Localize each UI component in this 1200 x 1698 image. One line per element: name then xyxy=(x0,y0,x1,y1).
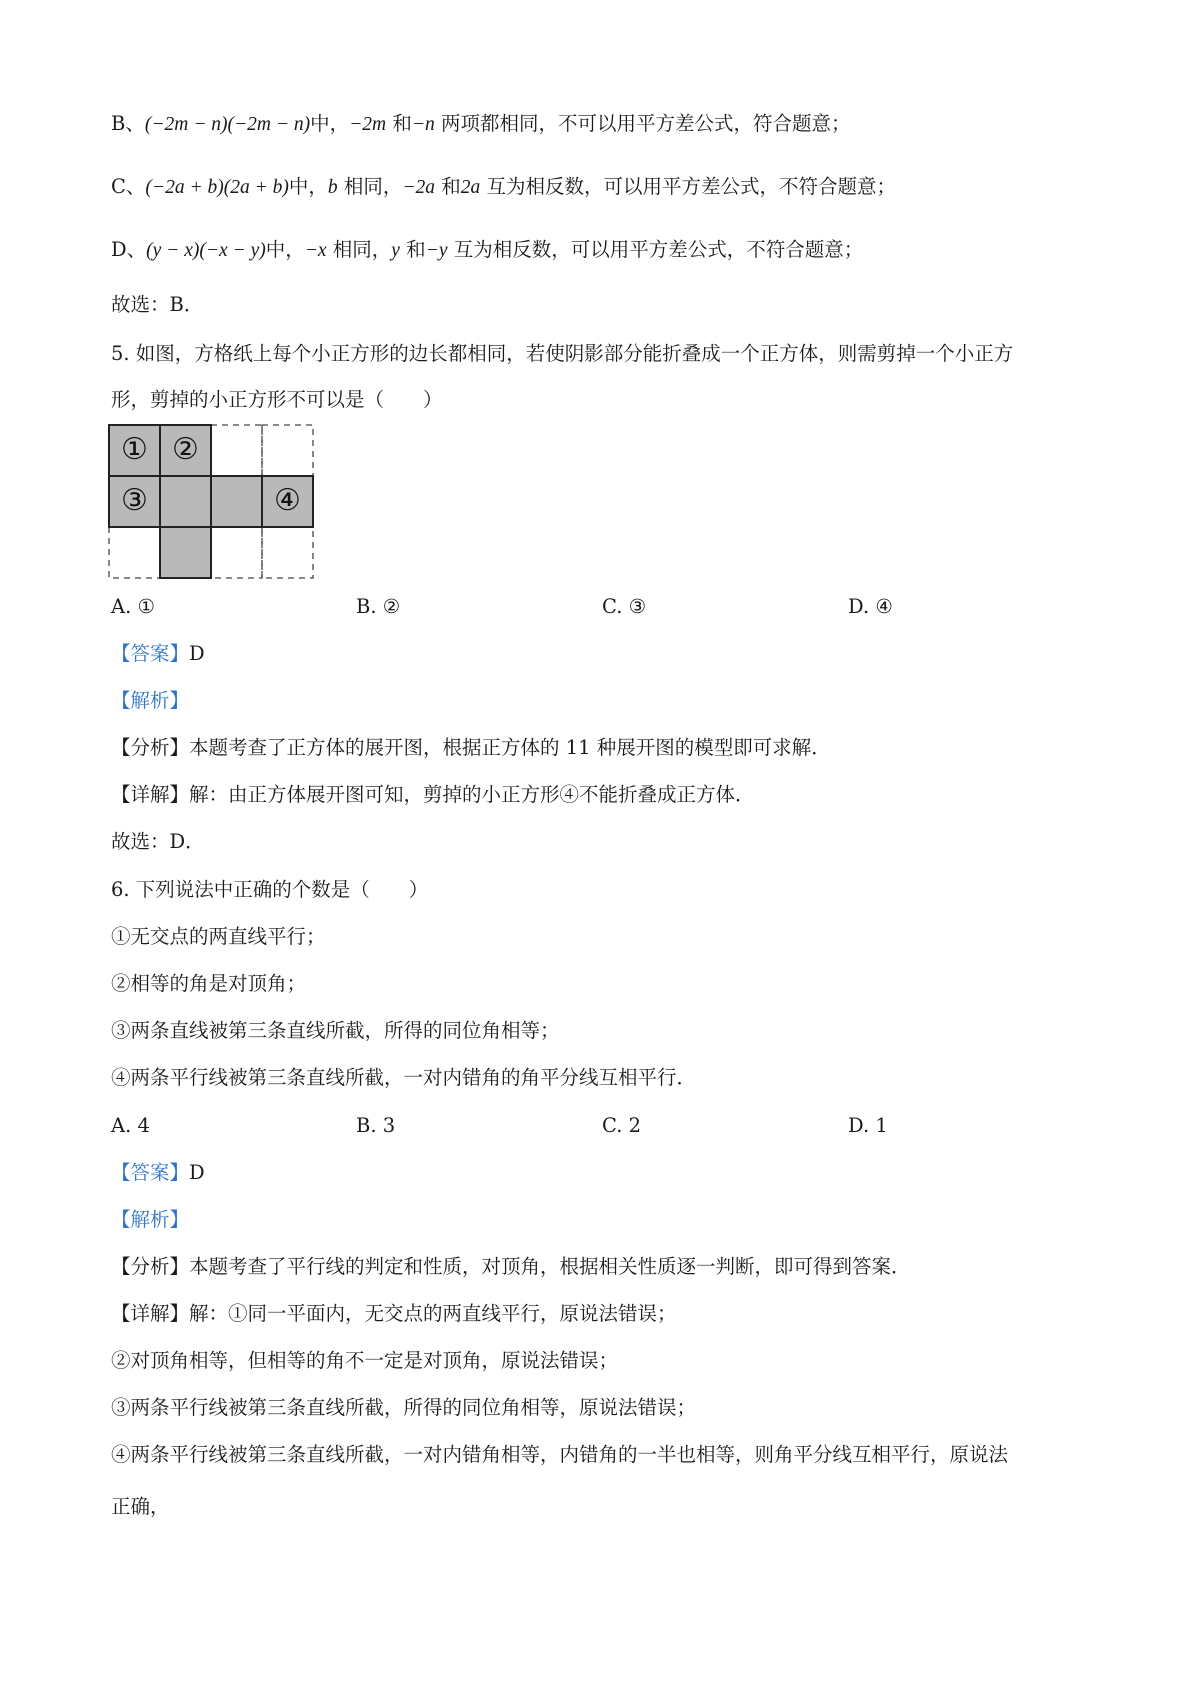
q6-statement-4: ④两条平行线被第三条直线所截，一对内错角的角平分线互相平行． xyxy=(111,1066,697,1089)
cube-net-figure xyxy=(108,423,320,583)
q6-xiangjie-3: ③两条平行线被第三条直线所截，所得的同位角相等，原说法错误； xyxy=(111,1396,697,1419)
grid-cell-empty xyxy=(211,425,262,476)
q6-analysis-tag: 【解析】 xyxy=(111,1208,190,1231)
q6-statement-3: ③两条直线被第三条直线所截，所得的同位角相等； xyxy=(111,1019,560,1042)
q6-statement-1: ①无交点的两直线平行； xyxy=(111,925,326,948)
q5-analysis-tag: 【解析】 xyxy=(111,689,190,712)
q6-option-c: C. 2 xyxy=(602,1114,642,1137)
grid-cell-empty xyxy=(211,527,262,578)
answer-tag: 【答案】 xyxy=(111,1161,190,1184)
q5-choice: 故选：D． xyxy=(111,830,205,853)
shaded-cell xyxy=(160,476,211,527)
math-expression: (−2m − n)(−2m − n) xyxy=(144,114,311,135)
q6-option-a: A. 4 xyxy=(111,1114,150,1137)
q4-option-d-explanation: D、(y − x)(−x − y)中，−x 相同，y 和−y 互为相反数，可以用平方差公式，不符合题意； xyxy=(111,238,864,261)
grid-cell-empty xyxy=(109,527,160,578)
q4-choice: 故选：B． xyxy=(111,293,204,316)
q6-option-b: B. 3 xyxy=(356,1114,396,1137)
cell-label-1: ① xyxy=(121,432,148,467)
q6-option-d: D. 1 xyxy=(848,1114,888,1137)
q4-option-c-explanation: C、(−2a + b)(2a + b)中，b 相同，−2a 和2a 互为相反数，可以用平方差公式，不符合题意； xyxy=(111,175,896,198)
cell-label-2: ② xyxy=(172,432,199,467)
grid-cell-empty xyxy=(262,527,313,578)
q5-fenxi: 【分析】本题考查了正方体的展开图，根据正方体的 11 种展开图的模型即可求解． xyxy=(111,736,831,759)
q4-option-b-explanation: B、(−2m − n)(−2m − n)中，−2m 和−n 两项都相同，不可以用平方差公式，符合题意； xyxy=(111,112,851,135)
q6-fenxi: 【分析】本题考查了平行线的判定和性质，对顶角，根据相关性质逐一判断，即可得到答案． xyxy=(111,1255,911,1278)
q5-stem-line1: 5. 如图，方格纸上每个小正方形的边长都相同，若使阴影部分能折叠成一个正方体，则需剪掉一个小正方 xyxy=(111,342,1014,365)
shaded-cell xyxy=(211,476,262,527)
q6-xiangjie-2: ②对顶角相等，但相等的角不一定是对顶角，原说法错误； xyxy=(111,1349,619,1372)
q6-stem: 6. 下列说法中正确的个数是（ ） xyxy=(111,878,429,901)
grid-cell-empty xyxy=(262,425,313,476)
q5-answer: 【答案】D xyxy=(111,642,205,665)
q5-option-c: C. ③ xyxy=(602,595,647,618)
q6-xiangjie-1: 【详解】解：①同一平面内，无交点的两直线平行，原说法错误； xyxy=(111,1302,677,1325)
q6-xiangjie-4: ④两条平行线被第三条直线所截，一对内错角相等，内错角的一半也相等，则角平分线互相平行，原说法 xyxy=(111,1443,1009,1466)
math-expression: (−2a + b)(2a + b) xyxy=(145,177,289,198)
q6-xiangjie-5: 正确， xyxy=(111,1495,170,1518)
q5-xiangjie: 【详解】解：由正方体展开图可知，剪掉的小正方形④不能折叠成正方体． xyxy=(111,783,755,806)
cell-label-3: ③ xyxy=(121,483,148,518)
shaded-cell xyxy=(160,527,211,578)
q6-answer: 【答案】D xyxy=(111,1161,205,1184)
math-expression: (y − x)(−x − y) xyxy=(146,240,266,261)
cell-label-4: ④ xyxy=(274,483,301,518)
q6-statement-2: ②相等的角是对顶角； xyxy=(111,972,307,995)
q5-option-a: A. ① xyxy=(111,595,155,618)
q5-option-b: B. ② xyxy=(356,595,401,618)
answer-tag: 【答案】 xyxy=(111,642,190,665)
q5-stem-line2: 形，剪掉的小正方形不可以是（ ） xyxy=(111,388,443,411)
q5-option-d: D. ④ xyxy=(848,595,893,618)
